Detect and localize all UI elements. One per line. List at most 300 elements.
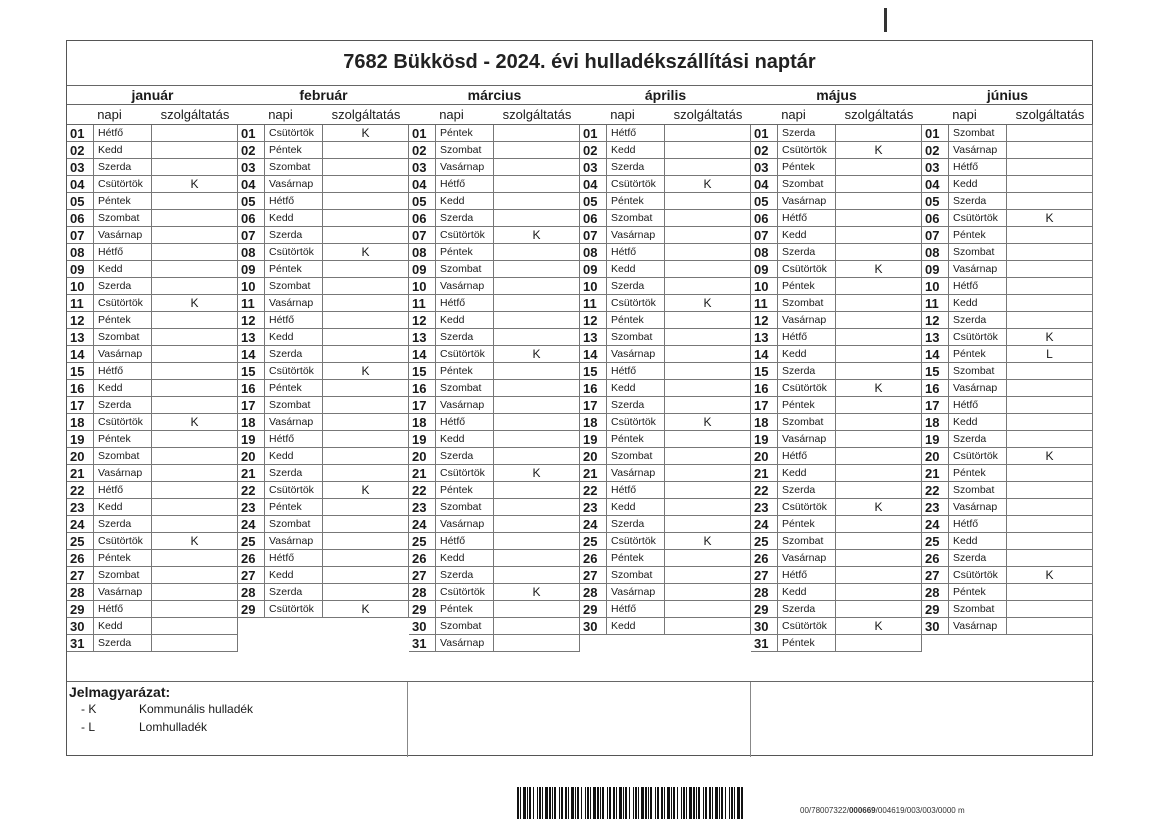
day-number: 12 <box>241 313 256 328</box>
barcode-bar <box>686 787 687 819</box>
weekday: Csütörtök <box>435 465 494 481</box>
service-code <box>494 601 580 617</box>
service-code <box>1007 295 1093 311</box>
weekday: Péntek <box>777 635 836 651</box>
month-table <box>409 85 580 652</box>
barcode-bar <box>625 787 627 819</box>
service-code <box>494 397 580 413</box>
weekday: Kedd <box>264 567 323 583</box>
day-number: 22 <box>241 483 256 498</box>
day-number: 26 <box>925 551 940 566</box>
barcode-bar <box>565 787 567 819</box>
barcode-bar <box>661 787 663 819</box>
day-number: 17 <box>412 398 427 413</box>
column-headers <box>409 105 580 125</box>
day-row <box>580 397 751 414</box>
day-row <box>238 142 409 159</box>
day-number: 28 <box>925 585 940 600</box>
day-number: 07 <box>754 228 769 243</box>
weekday: Vasárnap <box>264 414 323 430</box>
day-row <box>409 635 580 652</box>
day-row <box>922 431 1093 448</box>
day-row <box>751 431 922 448</box>
service-code <box>323 295 409 311</box>
service-code <box>323 346 409 362</box>
barcode-bar <box>703 787 704 819</box>
day-row <box>751 584 922 601</box>
day-number: 21 <box>241 466 256 481</box>
service-code <box>836 635 922 651</box>
day-row <box>238 125 409 142</box>
service-code <box>152 346 238 362</box>
service-code <box>494 159 580 175</box>
weekday: Péntek <box>606 550 665 566</box>
weekday: Hétfő <box>777 567 836 583</box>
day-row <box>751 363 922 380</box>
day-number: 24 <box>241 517 256 532</box>
day-row <box>580 329 751 346</box>
day-number: 19 <box>70 432 85 447</box>
service-code: K <box>323 125 409 141</box>
day-number: 18 <box>583 415 598 430</box>
day-number: 25 <box>754 534 769 549</box>
service-code: K <box>836 142 922 158</box>
weekday: Szombat <box>435 499 494 515</box>
day-row <box>751 125 922 142</box>
service-code <box>1007 125 1093 141</box>
barcode-bar <box>681 787 682 819</box>
weekday: Vasárnap <box>948 380 1007 396</box>
day-number: 31 <box>412 636 427 651</box>
weekday: Szerda <box>93 278 152 294</box>
service-code <box>665 363 751 379</box>
day-row <box>751 346 922 363</box>
service-code <box>665 431 751 447</box>
service-code: K <box>152 533 238 549</box>
day-number: 12 <box>583 313 598 328</box>
service-code <box>836 244 922 260</box>
day-number: 16 <box>925 381 940 396</box>
service-code <box>1007 193 1093 209</box>
day-row <box>751 499 922 516</box>
weekday: Szerda <box>93 516 152 532</box>
barcode-bar <box>602 787 604 819</box>
weekday: Szombat <box>948 482 1007 498</box>
day-number: 23 <box>241 500 256 515</box>
day-number: 19 <box>241 432 256 447</box>
weekday: Szerda <box>435 567 494 583</box>
day-row <box>580 142 751 159</box>
weekday: Vasárnap <box>606 584 665 600</box>
day-row <box>67 176 238 193</box>
service-code <box>152 278 238 294</box>
legend-code: - L <box>81 720 96 734</box>
day-row <box>409 533 580 550</box>
day-number: 15 <box>412 364 427 379</box>
weekday: Péntek <box>264 499 323 515</box>
day-number: 27 <box>925 568 940 583</box>
service-code <box>494 380 580 396</box>
service-code <box>1007 499 1093 515</box>
day-row <box>751 193 922 210</box>
day-number: 07 <box>70 228 85 243</box>
day-number: 12 <box>925 313 940 328</box>
day-row <box>238 482 409 499</box>
day-number: 01 <box>754 126 769 141</box>
document-code <box>800 806 965 815</box>
day-number: 08 <box>412 245 427 260</box>
month-name: június <box>922 85 1093 105</box>
day-number: 15 <box>241 364 256 379</box>
day-row <box>238 397 409 414</box>
day-number: 29 <box>70 602 85 617</box>
day-number: 27 <box>70 568 85 583</box>
service-code <box>836 448 922 464</box>
day-number: 09 <box>70 262 85 277</box>
service-code <box>665 261 751 277</box>
day-row <box>409 414 580 431</box>
day-row <box>751 261 922 278</box>
day-number: 25 <box>925 534 940 549</box>
day-number: 07 <box>925 228 940 243</box>
day-number: 08 <box>754 245 769 260</box>
month-table <box>751 85 922 652</box>
service-code <box>323 431 409 447</box>
service-code <box>665 516 751 532</box>
day-number: 02 <box>412 143 427 158</box>
napi-header: napi <box>268 107 293 122</box>
service-code: K <box>836 261 922 277</box>
day-row <box>922 210 1093 227</box>
service-code <box>665 193 751 209</box>
day-number: 28 <box>412 585 427 600</box>
service-code <box>665 397 751 413</box>
day-number: 27 <box>754 568 769 583</box>
service-code <box>152 397 238 413</box>
day-number: 10 <box>925 279 940 294</box>
weekday: Kedd <box>93 142 152 158</box>
weekday: Csütörtök <box>435 346 494 362</box>
service-code <box>1007 176 1093 192</box>
day-number: 03 <box>412 160 427 175</box>
service-code <box>323 499 409 515</box>
barcode-bar <box>607 787 608 819</box>
weekday: Vasárnap <box>948 618 1007 634</box>
day-row <box>67 465 238 482</box>
service-code: K <box>494 346 580 362</box>
service-code <box>836 584 922 600</box>
day-row <box>751 227 922 244</box>
day-row <box>409 125 580 142</box>
day-row <box>238 414 409 431</box>
barcode-bar <box>698 787 700 819</box>
day-row <box>751 414 922 431</box>
service-code <box>836 516 922 532</box>
day-number: 30 <box>754 619 769 634</box>
napi-header: napi <box>439 107 464 122</box>
day-number: 15 <box>754 364 769 379</box>
weekday: Csütörtök <box>93 176 152 192</box>
month-table <box>67 85 238 652</box>
day-row <box>922 329 1093 346</box>
day-row <box>67 431 238 448</box>
barcode-bar <box>575 787 576 819</box>
day-row <box>67 448 238 465</box>
weekday: Hétfő <box>948 159 1007 175</box>
service-code <box>494 516 580 532</box>
service-code <box>494 295 580 311</box>
day-number: 21 <box>754 466 769 481</box>
service-code <box>1007 516 1093 532</box>
barcode-bar <box>581 787 582 819</box>
day-number: 05 <box>925 194 940 209</box>
service-code <box>323 159 409 175</box>
service-code <box>1007 584 1093 600</box>
barcode-bar <box>734 787 735 819</box>
day-number: 16 <box>412 381 427 396</box>
weekday: Szerda <box>435 448 494 464</box>
barcode-bar <box>616 787 617 819</box>
weekday: Szerda <box>948 431 1007 447</box>
barcode-bar <box>613 787 615 819</box>
service-code <box>665 567 751 583</box>
barcode-bar <box>590 787 591 819</box>
service-code: K <box>494 584 580 600</box>
day-row <box>580 261 751 278</box>
day-number: 15 <box>583 364 598 379</box>
legend-code: - K <box>81 702 97 716</box>
weekday: Vasárnap <box>948 142 1007 158</box>
day-row <box>751 295 922 312</box>
service-code <box>152 142 238 158</box>
day-row <box>409 176 580 193</box>
day-row <box>238 567 409 584</box>
day-number: 25 <box>412 534 427 549</box>
weekday: Szerda <box>93 635 152 651</box>
legend <box>67 681 1094 757</box>
day-number: 17 <box>241 398 256 413</box>
service-code <box>152 363 238 379</box>
service-code <box>494 482 580 498</box>
day-number: 24 <box>583 517 598 532</box>
service-code <box>494 244 580 260</box>
month-table <box>922 85 1093 635</box>
service-code <box>665 499 751 515</box>
service-code <box>323 414 409 430</box>
day-row <box>238 516 409 533</box>
service-code: K <box>152 295 238 311</box>
service-code: K <box>1007 329 1093 345</box>
day-row <box>751 465 922 482</box>
service-code <box>1007 278 1093 294</box>
day-number: 24 <box>754 517 769 532</box>
day-row <box>409 227 580 244</box>
napi-header: napi <box>610 107 635 122</box>
service-code <box>152 312 238 328</box>
day-row <box>67 533 238 550</box>
service-code <box>836 346 922 362</box>
day-row <box>409 567 580 584</box>
day-row <box>922 414 1093 431</box>
barcode-bar <box>671 787 672 819</box>
service-code: K <box>1007 210 1093 226</box>
day-number: 06 <box>412 211 427 226</box>
day-row <box>67 618 238 635</box>
day-number: 02 <box>583 143 598 158</box>
weekday: Péntek <box>606 431 665 447</box>
service-code <box>494 278 580 294</box>
weekday: Hétfő <box>948 278 1007 294</box>
day-number: 01 <box>70 126 85 141</box>
day-row <box>580 516 751 533</box>
barcode-bar <box>623 787 624 819</box>
code-suffix: /004619/003/003/0000 m <box>875 806 965 815</box>
day-row <box>238 550 409 567</box>
day-row <box>238 295 409 312</box>
day-row <box>238 363 409 380</box>
weekday: Hétfő <box>435 295 494 311</box>
day-number: 16 <box>70 381 85 396</box>
weekday: Szerda <box>948 193 1007 209</box>
day-row <box>238 261 409 278</box>
service-code <box>836 159 922 175</box>
day-row <box>238 601 409 618</box>
day-row <box>409 618 580 635</box>
service-code: K <box>1007 448 1093 464</box>
day-row <box>67 142 238 159</box>
service-code <box>152 431 238 447</box>
weekday: Vasárnap <box>93 584 152 600</box>
day-row <box>751 601 922 618</box>
weekday: Vasárnap <box>777 431 836 447</box>
service-code <box>665 278 751 294</box>
day-number: 27 <box>241 568 256 583</box>
weekday: Péntek <box>264 261 323 277</box>
weekday: Csütörtök <box>606 533 665 549</box>
service-code: K <box>323 244 409 260</box>
service-code <box>836 363 922 379</box>
day-row <box>238 159 409 176</box>
weekday: Kedd <box>93 618 152 634</box>
weekday: Vasárnap <box>948 499 1007 515</box>
szolgaltatas-header: szolgáltatás <box>673 107 743 122</box>
weekday: Hétfő <box>606 601 665 617</box>
day-number: 21 <box>925 466 940 481</box>
day-row <box>751 618 922 635</box>
weekday: Péntek <box>606 193 665 209</box>
weekday: Hétfő <box>264 550 323 566</box>
weekday: Szerda <box>264 584 323 600</box>
service-code <box>323 567 409 583</box>
barcode-bar <box>729 787 730 819</box>
service-code <box>152 584 238 600</box>
szolgaltatas-header: szolgáltatás <box>160 107 230 122</box>
month-name: május <box>751 85 922 105</box>
scan-mark <box>884 8 887 32</box>
barcode-bar <box>561 787 563 819</box>
weekday: Kedd <box>948 414 1007 430</box>
day-number: 11 <box>241 296 255 311</box>
day-row <box>67 414 238 431</box>
weekday: Csütörtök <box>93 414 152 430</box>
weekday: Kedd <box>777 346 836 362</box>
weekday: Hétfő <box>435 414 494 430</box>
day-number: 29 <box>241 602 256 617</box>
service-code <box>152 380 238 396</box>
code-prefix: 00/78007322/ <box>800 806 849 815</box>
service-code <box>152 159 238 175</box>
service-code <box>494 176 580 192</box>
weekday: Péntek <box>948 227 1007 243</box>
weekday: Csütörtök <box>777 618 836 634</box>
weekday: Szombat <box>777 414 836 430</box>
day-row <box>67 125 238 142</box>
day-number: 29 <box>754 602 769 617</box>
day-number: 20 <box>70 449 85 464</box>
weekday: Vasárnap <box>435 516 494 532</box>
barcode-bar <box>529 787 531 819</box>
weekday: Szombat <box>264 159 323 175</box>
service-code <box>323 465 409 481</box>
day-row <box>922 601 1093 618</box>
day-number: 16 <box>241 381 256 396</box>
service-code <box>836 193 922 209</box>
service-code <box>1007 431 1093 447</box>
barcode-bar <box>577 787 579 819</box>
day-row <box>67 278 238 295</box>
day-number: 04 <box>583 177 598 192</box>
day-row <box>409 499 580 516</box>
service-code <box>836 414 922 430</box>
day-number: 12 <box>70 313 85 328</box>
weekday: Szerda <box>93 397 152 413</box>
weekday: Szombat <box>435 261 494 277</box>
service-code <box>1007 312 1093 328</box>
day-number: 10 <box>412 279 427 294</box>
column-headers <box>751 105 922 125</box>
service-code <box>494 448 580 464</box>
service-code <box>494 533 580 549</box>
column-headers <box>238 105 409 125</box>
day-number: 20 <box>241 449 256 464</box>
day-number: 01 <box>412 126 427 141</box>
day-row <box>409 363 580 380</box>
weekday: Péntek <box>93 431 152 447</box>
weekday: Kedd <box>606 380 665 396</box>
service-code <box>152 618 238 634</box>
barcode-bar <box>737 787 740 819</box>
barcode-bar <box>559 787 560 819</box>
day-number: 06 <box>925 211 940 226</box>
day-row <box>67 567 238 584</box>
day-number: 18 <box>925 415 940 430</box>
service-code <box>152 329 238 345</box>
day-number: 13 <box>412 330 427 345</box>
barcode-bar <box>554 787 556 819</box>
weekday: Csütörtök <box>777 142 836 158</box>
weekday: Szombat <box>948 601 1007 617</box>
barcode-bar <box>527 787 528 819</box>
weekday: Vasárnap <box>948 261 1007 277</box>
day-row <box>409 210 580 227</box>
service-code <box>1007 550 1093 566</box>
day-row <box>67 635 238 652</box>
weekday: Hétfő <box>93 363 152 379</box>
day-row <box>580 601 751 618</box>
day-number: 14 <box>241 347 256 362</box>
weekday: Hétfő <box>777 329 836 345</box>
weekday: Péntek <box>435 601 494 617</box>
